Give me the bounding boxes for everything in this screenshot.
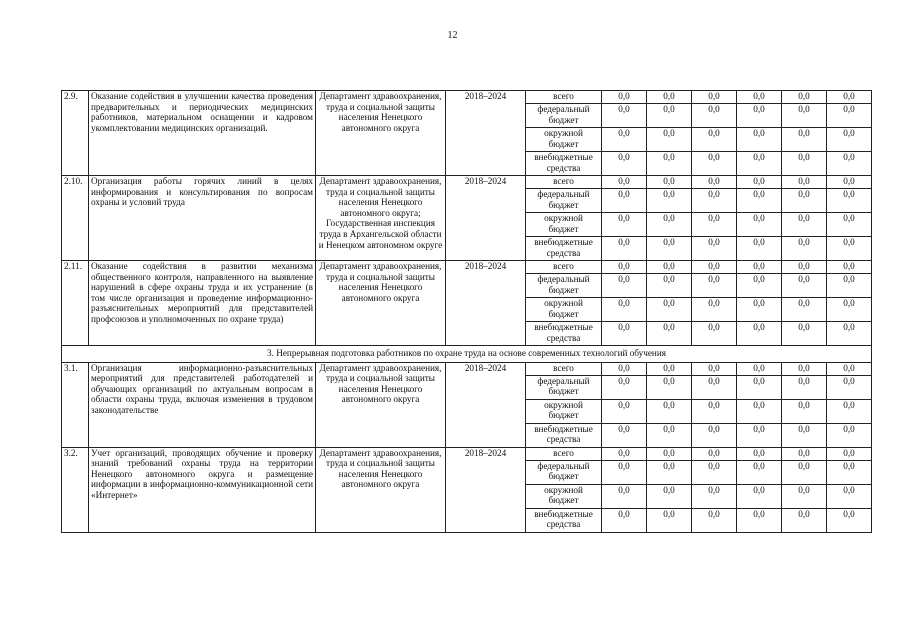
- funding-value: 0,0: [602, 460, 647, 484]
- funding-value: 0,0: [737, 128, 782, 152]
- funding-value: 0,0: [692, 362, 737, 375]
- funding-value: 0,0: [647, 128, 692, 152]
- funding-value: 0,0: [692, 274, 737, 298]
- funding-value: 0,0: [782, 298, 827, 322]
- funding-value: 0,0: [692, 508, 737, 532]
- funding-source: окружной бюджет: [526, 213, 602, 237]
- funding-value: 0,0: [692, 261, 737, 274]
- funding-value: 0,0: [737, 189, 782, 213]
- program-measures-table: [61, 90, 872, 533]
- funding-value: 0,0: [692, 152, 737, 176]
- funding-value: 0,0: [782, 128, 827, 152]
- funding-value: 0,0: [737, 399, 782, 423]
- funding-value: 0,0: [737, 176, 782, 189]
- funding-value: 0,0: [737, 104, 782, 128]
- funding-value: 0,0: [827, 298, 872, 322]
- funding-value: 0,0: [602, 274, 647, 298]
- funding-value: 0,0: [737, 298, 782, 322]
- measure-number: 2.9.: [62, 91, 89, 176]
- funding-value: 0,0: [647, 362, 692, 375]
- funding-value: 0,0: [782, 261, 827, 274]
- funding-source: федеральный бюджет: [526, 189, 602, 213]
- funding-value: 0,0: [647, 261, 692, 274]
- funding-value: 0,0: [692, 213, 737, 237]
- funding-value: 0,0: [692, 104, 737, 128]
- funding-value: 0,0: [692, 399, 737, 423]
- funding-value: 0,0: [827, 128, 872, 152]
- funding-source: федеральный бюджет: [526, 460, 602, 484]
- measure-executor: Департамент здравоохранения, труда и социальной защиты населения Ненецкого автономного округа; Государственная инспекция труда в Архангельской области и Ненецком автономном округе: [316, 176, 446, 261]
- section-title: 3. Непрерывная подготовка работников по охране труда на основе современных технологий обучения: [62, 346, 872, 363]
- funding-source: всего: [526, 91, 602, 104]
- funding-value: 0,0: [782, 213, 827, 237]
- funding-value: 0,0: [782, 152, 827, 176]
- table-row: [62, 176, 872, 189]
- funding-source: внебюджетные средства: [526, 152, 602, 176]
- funding-value: 0,0: [692, 423, 737, 447]
- measure-title: Оказание содействия в развитии механизма общественного контроля, направленного на выявление нарушений в сфере охраны труда и их устранение (в том числе организация и проведение информационно-разъяснительных мероприятий для представителей профсоюзов и уполномоченных по охране труда): [89, 261, 316, 346]
- funding-value: 0,0: [647, 447, 692, 460]
- funding-value: 0,0: [602, 213, 647, 237]
- funding-source: внебюджетные средства: [526, 322, 602, 346]
- funding-value: 0,0: [737, 484, 782, 508]
- measure-executor: Департамент здравоохранения, труда и социальной защиты населения Ненецкого автономного округа: [316, 261, 446, 346]
- funding-value: 0,0: [692, 460, 737, 484]
- funding-value: 0,0: [737, 152, 782, 176]
- funding-source: окружной бюджет: [526, 128, 602, 152]
- funding-value: 0,0: [827, 91, 872, 104]
- funding-value: 0,0: [737, 274, 782, 298]
- funding-value: 0,0: [827, 399, 872, 423]
- funding-value: 0,0: [827, 237, 872, 261]
- funding-value: 0,0: [782, 460, 827, 484]
- measure-executor: Департамент здравоохранения, труда и социальной защиты населения Ненецкого автономного округа: [316, 447, 446, 532]
- funding-value: 0,0: [737, 91, 782, 104]
- funding-source: федеральный бюджет: [526, 104, 602, 128]
- funding-value: 0,0: [602, 447, 647, 460]
- funding-value: 0,0: [602, 261, 647, 274]
- funding-value: 0,0: [827, 423, 872, 447]
- funding-value: 0,0: [827, 484, 872, 508]
- funding-value: 0,0: [692, 189, 737, 213]
- funding-value: 0,0: [647, 104, 692, 128]
- measure-period: 2018–2024: [446, 176, 526, 261]
- funding-value: 0,0: [692, 447, 737, 460]
- funding-value: 0,0: [692, 91, 737, 104]
- funding-value: 0,0: [737, 375, 782, 399]
- funding-value: 0,0: [602, 237, 647, 261]
- funding-value: 0,0: [737, 237, 782, 261]
- funding-value: 0,0: [692, 484, 737, 508]
- funding-value: 0,0: [602, 362, 647, 375]
- funding-value: 0,0: [602, 128, 647, 152]
- funding-value: 0,0: [782, 176, 827, 189]
- funding-value: 0,0: [602, 298, 647, 322]
- funding-value: 0,0: [827, 104, 872, 128]
- funding-value: 0,0: [782, 274, 827, 298]
- funding-value: 0,0: [827, 261, 872, 274]
- funding-value: 0,0: [692, 298, 737, 322]
- funding-value: 0,0: [647, 508, 692, 532]
- funding-value: 0,0: [827, 447, 872, 460]
- funding-value: 0,0: [647, 176, 692, 189]
- funding-value: 0,0: [692, 375, 737, 399]
- funding-value: 0,0: [827, 274, 872, 298]
- measure-number: 3.2.: [62, 447, 89, 532]
- funding-value: 0,0: [782, 91, 827, 104]
- funding-source: всего: [526, 447, 602, 460]
- funding-value: 0,0: [647, 375, 692, 399]
- table-row: [62, 362, 872, 375]
- funding-value: 0,0: [827, 213, 872, 237]
- funding-value: 0,0: [782, 423, 827, 447]
- funding-source: всего: [526, 261, 602, 274]
- funding-value: 0,0: [602, 104, 647, 128]
- funding-value: 0,0: [782, 484, 827, 508]
- funding-source: всего: [526, 176, 602, 189]
- funding-value: 0,0: [647, 423, 692, 447]
- funding-value: 0,0: [737, 213, 782, 237]
- funding-value: 0,0: [647, 322, 692, 346]
- funding-source: федеральный бюджет: [526, 375, 602, 399]
- funding-value: 0,0: [647, 152, 692, 176]
- funding-source: окружной бюджет: [526, 484, 602, 508]
- funding-value: 0,0: [602, 189, 647, 213]
- funding-value: 0,0: [737, 423, 782, 447]
- funding-value: 0,0: [692, 176, 737, 189]
- funding-value: 0,0: [782, 104, 827, 128]
- measure-executor: Департамент здравоохранения, труда и социальной защиты населения Ненецкого автономного округа: [316, 362, 446, 447]
- measure-number: 3.1.: [62, 362, 89, 447]
- funding-value: 0,0: [827, 189, 872, 213]
- measure-title: Учет организаций, проводящих обучение и проверку знаний требований охраны труда на территории Ненецкого автономного округа и размещение информации в информационно-коммуникационной сети «Интернет»: [89, 447, 316, 532]
- measure-title: Оказание содействия в улучшении качества проведения предварительных и периодических медицинских работников, материальном оснащении и кадровом укомплектовании медицинских организаций.: [89, 91, 316, 176]
- funding-value: 0,0: [602, 484, 647, 508]
- funding-source: всего: [526, 362, 602, 375]
- funding-value: 0,0: [782, 237, 827, 261]
- funding-value: 0,0: [827, 508, 872, 532]
- table-row: [62, 91, 872, 104]
- funding-value: 0,0: [647, 484, 692, 508]
- funding-source: внебюджетные средства: [526, 237, 602, 261]
- table-row: [62, 447, 872, 460]
- funding-value: 0,0: [692, 237, 737, 261]
- funding-value: 0,0: [602, 176, 647, 189]
- funding-value: 0,0: [827, 362, 872, 375]
- table-body: [62, 91, 872, 533]
- funding-source: федеральный бюджет: [526, 274, 602, 298]
- funding-value: 0,0: [647, 237, 692, 261]
- funding-source: окружной бюджет: [526, 399, 602, 423]
- funding-value: 0,0: [782, 508, 827, 532]
- funding-value: 0,0: [737, 322, 782, 346]
- funding-value: 0,0: [647, 189, 692, 213]
- funding-value: 0,0: [827, 152, 872, 176]
- measure-period: 2018–2024: [446, 91, 526, 176]
- funding-value: 0,0: [602, 399, 647, 423]
- funding-value: 0,0: [647, 399, 692, 423]
- funding-value: 0,0: [782, 399, 827, 423]
- funding-source: внебюджетные средства: [526, 423, 602, 447]
- funding-value: 0,0: [602, 152, 647, 176]
- measure-title: Организация информационно-разъяснительных мероприятий для представителей работодателей и обучающих организаций по актуальным вопросам в области охраны труда, включая изменения в трудовом законодательстве: [89, 362, 316, 447]
- measure-title: Организация работы горячих линий в целях информирования и консультирования по вопросам охраны и условий труда: [89, 176, 316, 261]
- measure-executor: Департамент здравоохранения, труда и социальной защиты населения Ненецкого автономного округа: [316, 91, 446, 176]
- funding-value: 0,0: [782, 322, 827, 346]
- page-number: 12: [447, 30, 458, 41]
- measure-period: 2018–2024: [446, 261, 526, 346]
- funding-value: 0,0: [647, 460, 692, 484]
- funding-value: 0,0: [782, 447, 827, 460]
- funding-value: 0,0: [782, 189, 827, 213]
- section-header-row: [62, 346, 872, 363]
- funding-source: окружной бюджет: [526, 298, 602, 322]
- funding-source: внебюджетные средства: [526, 508, 602, 532]
- funding-value: 0,0: [827, 460, 872, 484]
- measure-period: 2018–2024: [446, 362, 526, 447]
- funding-value: 0,0: [737, 508, 782, 532]
- funding-value: 0,0: [647, 213, 692, 237]
- measure-number: 2.10.: [62, 176, 89, 261]
- funding-value: 0,0: [782, 375, 827, 399]
- funding-value: 0,0: [827, 375, 872, 399]
- funding-value: 0,0: [602, 508, 647, 532]
- funding-value: 0,0: [692, 322, 737, 346]
- measure-period: 2018–2024: [446, 447, 526, 532]
- funding-value: 0,0: [602, 375, 647, 399]
- funding-value: 0,0: [647, 298, 692, 322]
- funding-value: 0,0: [737, 460, 782, 484]
- funding-value: 0,0: [827, 322, 872, 346]
- funding-value: 0,0: [737, 261, 782, 274]
- table-row: [62, 261, 872, 274]
- funding-value: 0,0: [647, 274, 692, 298]
- funding-value: 0,0: [602, 423, 647, 447]
- funding-value: 0,0: [602, 91, 647, 104]
- funding-value: 0,0: [647, 91, 692, 104]
- funding-value: 0,0: [737, 447, 782, 460]
- funding-value: 0,0: [737, 362, 782, 375]
- funding-value: 0,0: [602, 322, 647, 346]
- funding-value: 0,0: [827, 176, 872, 189]
- funding-value: 0,0: [782, 362, 827, 375]
- funding-value: 0,0: [692, 128, 737, 152]
- measure-number: 2.11.: [62, 261, 89, 346]
